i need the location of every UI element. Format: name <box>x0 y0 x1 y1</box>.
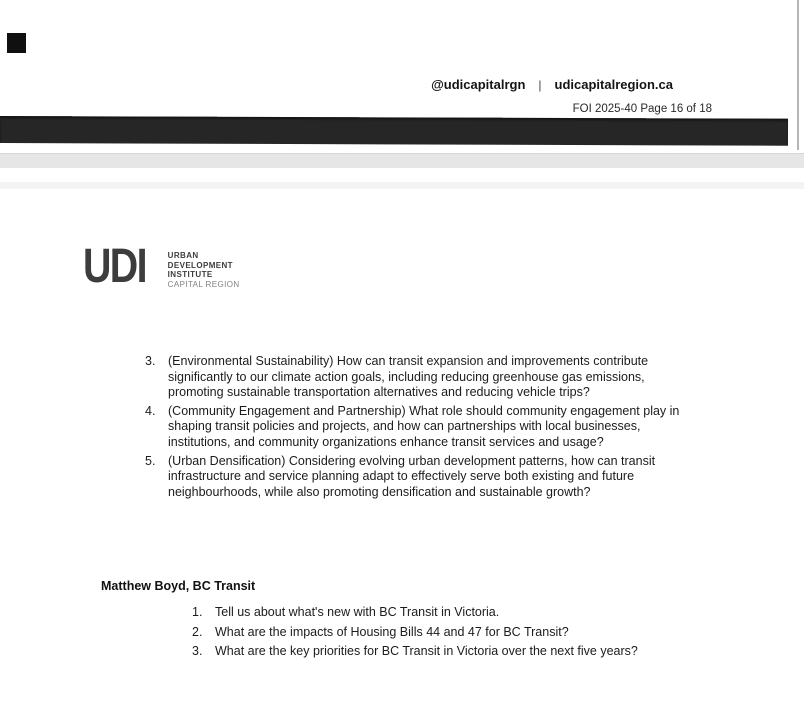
logo-line-development: DEVELOPMENT <box>167 260 233 270</box>
questions-list <box>145 354 681 503</box>
list-item-text: (Community Engagement and Partnership) What role should community engagement play in shaping transit policies and projects, and how can partnerships with local businesses, institutions, and community organizations enhance transit services and usage? <box>168 403 680 449</box>
list-item <box>145 404 681 451</box>
list-item-text: (Environmental Sustainability) How can transit expansion and improvements contribute significantly to our climate action goals, including reducing greenhouse gas emissions, promoting sustainable transportation alternatives and reducing vehicle trips? <box>168 354 649 400</box>
list-item-number: 5. <box>145 453 156 468</box>
speaker-heading: Matthew Boyd, BC Transit <box>101 579 256 593</box>
list-item-text: What are the impacts of Housing Bills 44 and 47 for BC Transit? <box>215 624 569 639</box>
list-item-number: 3. <box>145 354 156 368</box>
udi-logo-wordmark <box>168 247 240 289</box>
list-item-number: 2. <box>192 624 203 639</box>
social-media-line <box>431 77 673 93</box>
udi-logo <box>83 240 240 293</box>
list-item <box>145 454 681 501</box>
list-item-text: Tell us about what's new with BC Transit in Victoria. <box>215 605 500 619</box>
list-item-number: 1. <box>192 605 203 619</box>
list-item-text: What are the key priorities for BC Transit in Victoria over the next five years? <box>215 644 638 658</box>
logo-line-capital-region: CAPITAL REGION <box>167 279 240 289</box>
list-item-text: (Urban Densification) Considering evolving urban development patterns, how can transit infrastructure and service planning adapt to effectively serve both existing and future neighbourhoods, while also promoting densification and sustainable growth? <box>168 453 656 499</box>
social-handle: @udicapitalrgn <box>431 77 526 92</box>
header-divider: | <box>538 78 542 92</box>
udi-logo-acronym: UDI <box>83 240 146 293</box>
logo-line-urban: URBAN <box>167 251 199 260</box>
list-item-number: 4. <box>145 403 156 418</box>
logo-line-institute: INSTITUTE <box>167 270 213 279</box>
list-item <box>192 624 682 640</box>
foi-page-label: FOI 2025-40 Page 16 of 18 <box>572 103 712 115</box>
list-item-number: 3. <box>192 644 203 658</box>
scan-band <box>0 153 804 168</box>
scan-artifact-square <box>7 33 26 53</box>
list-item <box>192 604 682 620</box>
list-item <box>145 354 681 401</box>
scan-band-faint <box>0 182 804 189</box>
list-item <box>192 643 682 659</box>
redaction-bar <box>0 116 788 146</box>
website-url: udicapitalregion.ca <box>554 77 673 92</box>
speaker-questions-list <box>192 604 682 663</box>
scan-edge-line <box>797 0 799 150</box>
